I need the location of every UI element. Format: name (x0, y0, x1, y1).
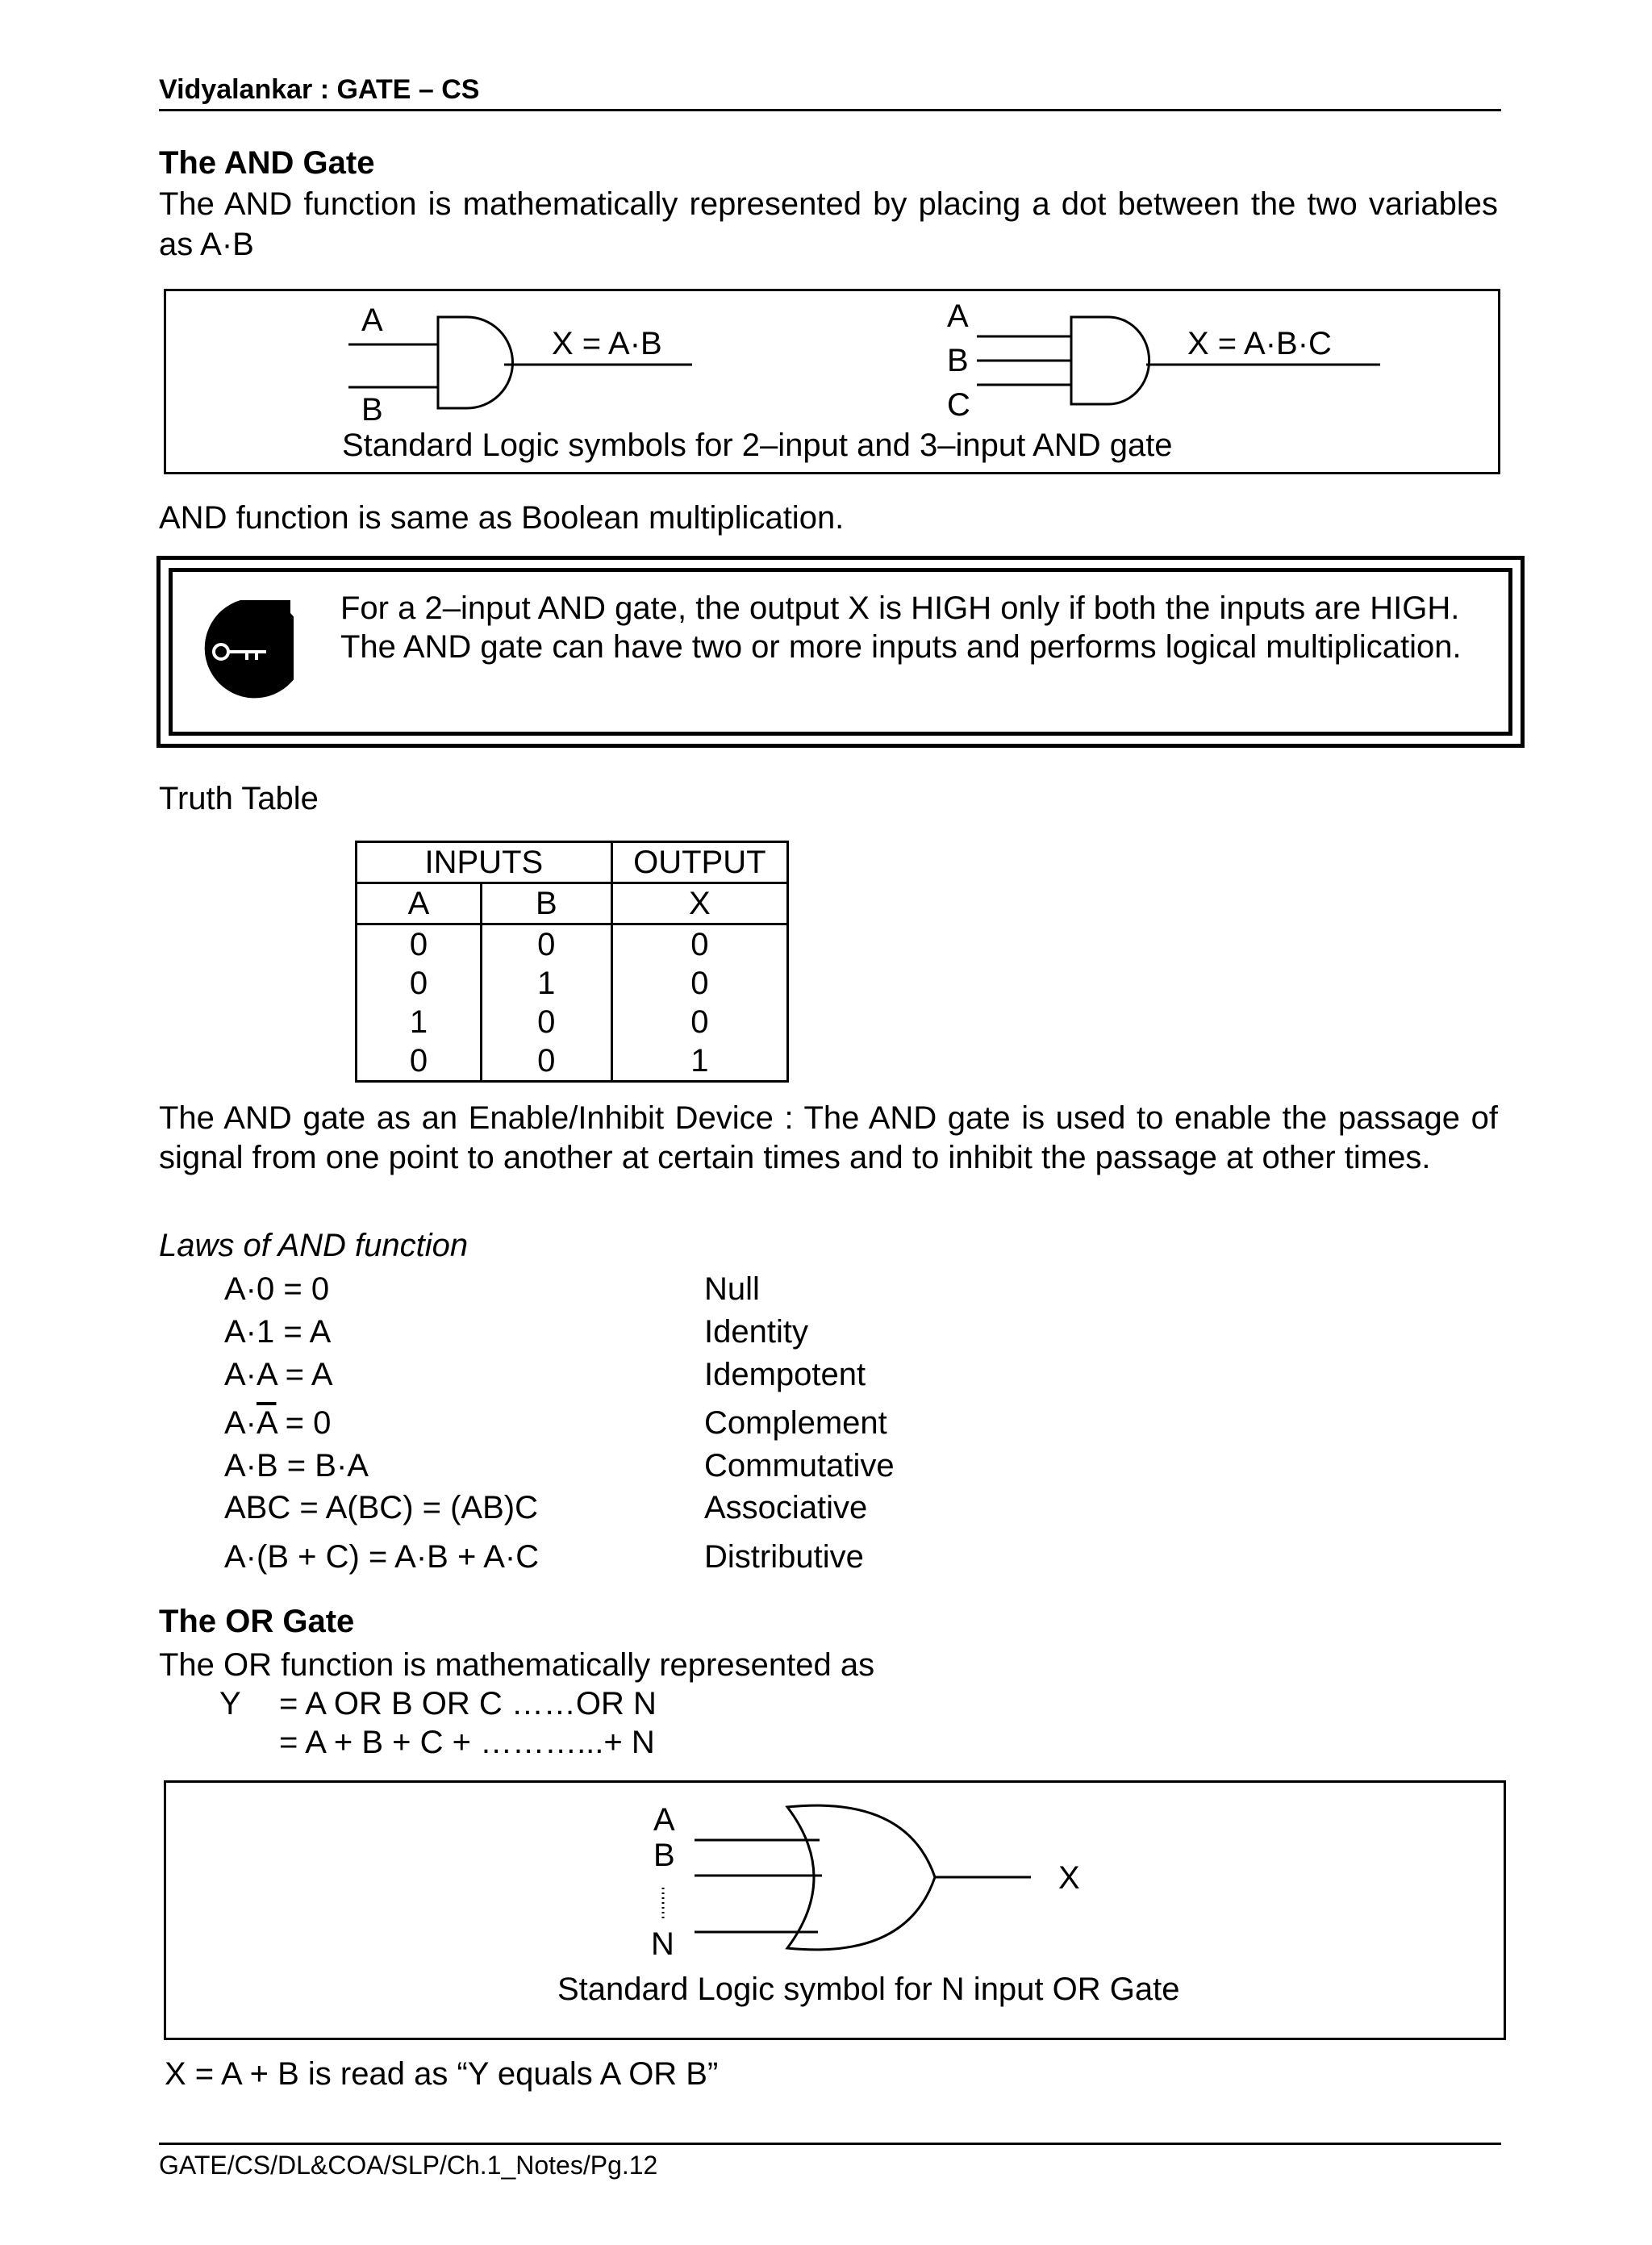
table-row (357, 1003, 788, 1041)
header-title: Vidyalankar : GATE – CS (159, 74, 480, 105)
and2-output-label: X = A·B (552, 326, 662, 361)
truth-table (355, 841, 789, 1083)
and-figure-caption: Standard Logic symbols for 2–input and 3–input AND gate (342, 428, 1173, 463)
law-name-commutative: Commutative (704, 1448, 895, 1483)
or-gate-figure (164, 1780, 1506, 2040)
table-row (357, 964, 788, 1003)
column-header-x: X (611, 883, 787, 924)
and3-input-c-label: C (947, 387, 970, 423)
table-cell: 1 (611, 1041, 787, 1082)
and3-input-b-label: B (947, 343, 969, 378)
law-name-complement: Complement (704, 1405, 887, 1441)
law-name-idempotent: Idempotent (704, 1357, 866, 1392)
and3-output-label: X = A·B·C (1187, 326, 1332, 361)
table-cell: 1 (357, 1003, 482, 1041)
enable-inhibit-paragraph: The AND gate as an Enable/Inhibit Device : The AND gate is used to enable the passage of signal from one point to another at certain times and to inhibit the passage at other times. (159, 1100, 1498, 1175)
and3-input-a-label: A (947, 298, 969, 334)
table-cell: 0 (611, 1003, 787, 1041)
and-gate-figure (164, 289, 1500, 474)
law-expr-complement-pre: A· (224, 1405, 257, 1441)
truth-table-group-header (357, 842, 788, 883)
or-intro: The OR function is mathematically represented as (159, 1647, 875, 1683)
or-equation-line-2: = A + B + C + ………...+ N (279, 1725, 655, 1760)
or-equation-lhs: Y (219, 1686, 241, 1721)
law-expr-complement (224, 1407, 331, 1439)
law-expr-complement-bar: $\overline{A}$ (257, 1405, 277, 1441)
key-note-box (156, 556, 1525, 748)
table-cell: 0 (611, 924, 787, 965)
truth-table-column-header (357, 883, 788, 924)
footer-rule (159, 2143, 1501, 2145)
table-cell: 0 (481, 924, 611, 965)
law-expr-null: A·0 = 0 (224, 1271, 330, 1307)
table-cell: 0 (357, 964, 482, 1003)
or-input-b-label: B (653, 1838, 675, 1873)
key-note-line-1: For a 2–input AND gate, the output X is HIGH only if both the inputs are HIGH. (340, 590, 1460, 626)
or-output-label: X (1058, 1860, 1080, 1896)
key-icon (187, 595, 294, 702)
output-header: OUTPUT (611, 842, 787, 883)
law-expr-identity: A·1 = A (224, 1314, 332, 1350)
table-cell: 0 (357, 1041, 482, 1082)
and-intro: The AND function is mathematically represented by placing a dot between the two variables as A·B (159, 186, 1498, 262)
table-cell: 0 (357, 924, 482, 965)
table-cell: 1 (481, 964, 611, 1003)
law-expr-complement-post: = 0 (276, 1405, 332, 1441)
header-rule (159, 109, 1501, 111)
table-cell: 0 (611, 964, 787, 1003)
law-expr-distributive: A·(B + C) = A·B + A·C (224, 1539, 540, 1575)
or-equation-line-1: = A OR B OR C ……OR N (279, 1686, 657, 1721)
or-input-n-label: N (651, 1926, 674, 1962)
or-figure-caption: Standard Logic symbol for N input OR Gate (557, 1972, 1180, 2007)
table-cell: 0 (481, 1041, 611, 1082)
laws-title: Laws of AND function (159, 1228, 469, 1263)
truth-table-label: Truth Table (159, 781, 319, 816)
and-boolean-note: AND function is same as Boolean multiplication. (159, 500, 845, 536)
table-row (357, 924, 788, 965)
or-heading: The OR Gate (159, 1604, 355, 1639)
column-header-b: B (481, 883, 611, 924)
law-expr-idempotent: A·A = A (224, 1357, 333, 1392)
law-name-null: Null (704, 1271, 760, 1307)
column-header-a: A (357, 883, 482, 924)
table-cell: 0 (481, 1003, 611, 1041)
law-name-identity: Identity (704, 1314, 808, 1350)
law-expr-associative: ABC = A(BC) = (AB)C (224, 1490, 538, 1525)
and2-input-b-label: B (361, 392, 383, 428)
key-note-line-2: The AND gate can have two or more inputs and performs logical multiplication. (340, 629, 1462, 665)
footer-text: GATE/CS/DL&COA/SLP/Ch.1_Notes/Pg.12 (159, 2151, 658, 2180)
table-row (357, 1041, 788, 1082)
law-name-associative: Associative (704, 1490, 868, 1525)
and2-input-a-label: A (361, 303, 383, 338)
or-read-as: X = A + B is read as “Y equals A OR B” (165, 2056, 719, 2092)
inputs-header: INPUTS (357, 842, 612, 883)
law-name-distributive: Distributive (704, 1539, 864, 1575)
and-heading: The AND Gate (159, 145, 375, 181)
or-input-a-label: A (653, 1802, 675, 1838)
law-expr-commutative: A·B = B·A (224, 1448, 369, 1483)
